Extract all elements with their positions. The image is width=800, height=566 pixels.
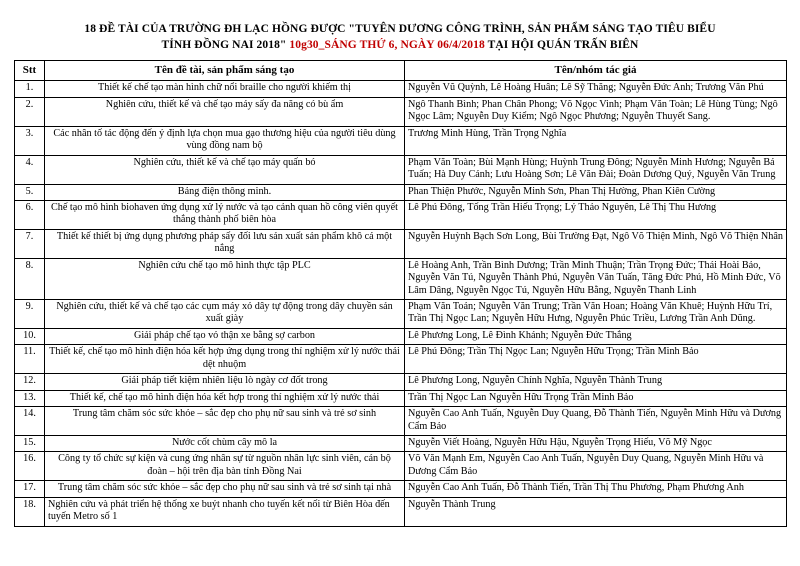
row-index-cell: 7. — [15, 229, 45, 258]
document-title-line-2-prefix: TỈNH ĐỒNG NAI 2018" — [161, 38, 290, 51]
row-title-cell: Trung tâm chăm sóc sức khỏe – sắc đẹp cho phụ nữ sau sinh và trẻ sơ sinh tại nhà — [45, 481, 405, 497]
row-title-cell: Thiết kế, chế tạo mô hình điện hóa kết hợp ứng dụng trong thí nghiệm xử lý nước thải dệt nhuộm — [45, 345, 405, 374]
row-authors-cell: Nguyễn Huỳnh Bạch Sơn Long, Bùi Trường Đạt, Ngô Võ Thiện Minh, Ngô Võ Thiện Nhân — [405, 229, 787, 258]
table-row — [15, 481, 787, 497]
row-title-cell: Thiết kế, chế tạo mô hình điện hóa kết hợp trong thí nghiệm xử lý nước thải — [45, 390, 405, 406]
row-title-cell: Thiết kế thiết bị ứng dụng phương pháp sấy đối lưu sản xuất sản phẩm khô cá một nắng — [45, 229, 405, 258]
row-authors-cell: Phạm Văn Toàn; Bùi Mạnh Hùng; Huỳnh Trung Đông; Nguyễn Minh Hương; Nguyễn Bá Tuấn; Hà Duy Cánh; Lưu Hoàng Sơn; Lê Văn Đài; Đoàn Dương Quý, Nguyễn Văn Trung — [405, 155, 787, 184]
row-authors-cell: Lê Phú Đông; Trần Thị Ngọc Lan; Nguyễn Hữu Trọng; Trần Minh Bảo — [405, 345, 787, 374]
column-header-title: Tên đề tài, sản phẩm sáng tạo — [45, 61, 405, 81]
row-index-cell: 17. — [15, 481, 45, 497]
table-row — [15, 452, 787, 481]
row-authors-cell: Trần Thị Ngọc Lan Nguyễn Hữu Trọng Trần Minh Bảo — [405, 390, 787, 406]
row-authors-cell: Nguyễn Cao Anh Tuấn, Đỗ Thành Tiến, Trần Thị Thu Phương, Phạm Phương Anh — [405, 481, 787, 497]
table-row — [15, 184, 787, 200]
row-title-cell: Giải pháp tiết kiệm nhiên liệu lò ngày cơ đốt trong — [45, 374, 405, 390]
row-title-cell: Trung tâm chăm sóc sức khỏe – sắc đẹp cho phụ nữ sau sinh và trẻ sơ sinh — [45, 407, 405, 436]
row-title-cell: Chế tạo mô hình biohaven ứng dụng xử lý nước và tạo cảnh quan hồ công viên quyết thắng thành phố biên hòa — [45, 200, 405, 229]
row-authors-cell: Nguyễn Vũ Quỳnh, Lê Hoàng Huân; Lê Sỹ Thăng; Nguyễn Đức Anh; Trương Văn Phú — [405, 81, 787, 97]
row-index-cell: 13. — [15, 390, 45, 406]
table-row — [15, 300, 787, 329]
row-index-cell: 5. — [15, 184, 45, 200]
document-title-line-2-suffix: TẠI HỘI QUÁN TRẤN BIÊN — [484, 38, 639, 51]
row-index-cell: 15. — [15, 435, 45, 451]
row-authors-cell: Nguyễn Thành Trung — [405, 497, 787, 526]
row-title-cell: Nghiên cứu và phát triển hệ thống xe buýt nhanh cho tuyến kết nối từ Biên Hòa đến tuyến Metro số 1 — [45, 497, 405, 526]
table-row — [15, 407, 787, 436]
table-row — [15, 126, 787, 155]
table-row — [15, 374, 787, 390]
row-index-cell: 18. — [15, 497, 45, 526]
row-authors-cell: Nguyễn Cao Anh Tuấn, Nguyễn Duy Quang, Đỗ Thành Tiến, Nguyễn Minh Hữu và Dương Cẩm Bảo — [405, 407, 787, 436]
table-header-row — [15, 61, 787, 81]
row-title-cell: Nghiên cứu, thiết kế và chế tạo các cụm máy xỏ dây tự động trong dây chuyền sản xuất giày — [45, 300, 405, 329]
row-title-cell: Nghiên cứu chế tạo mô hình thực tập PLC — [45, 258, 405, 299]
row-authors-cell: Lê Hoàng Anh, Trần Bình Dương; Trần Minh Thuận; Trần Trọng Đức; Thái Hoài Bảo, Nguyễn Văn Tú, Nguyễn Thành Phú, Nguyễn Văn Tuấn, Tăng Đức Phú, Hồ Minh Đức, Võ Lâm Dâng, Nguyễn Ngọc Tú, Nguyễn Hữu Bằng, Nguyễn Thanh Linh — [405, 258, 787, 299]
table-row — [15, 155, 787, 184]
table-row — [15, 229, 787, 258]
row-index-cell: 14. — [15, 407, 45, 436]
column-header-stt: Stt — [15, 61, 45, 81]
table-row — [15, 390, 787, 406]
row-authors-cell: Võ Văn Mạnh Em, Nguyễn Cao Anh Tuấn, Nguyễn Duy Quang, Nguyễn Minh Hữu và Dương Cẩm Bảo — [405, 452, 787, 481]
row-index-cell: 12. — [15, 374, 45, 390]
row-title-cell: Các nhân tố tác động đến ý định lựa chọn mua gạo thương hiệu của người tiêu dùng vùng đồng nam bộ — [45, 126, 405, 155]
row-authors-cell: Lê Phú Đông, Tống Trần Hiếu Trọng; Lý Thảo Nguyên, Lê Thị Thu Hương — [405, 200, 787, 229]
table-row — [15, 81, 787, 97]
row-title-cell: Nghiên cứu, thiết kế và chế tạo máy sấy đa năng có bù ẩm — [45, 97, 405, 126]
row-title-cell: Nghiên cứu, thiết kế và chế tạo máy quấn bó — [45, 155, 405, 184]
row-authors-cell: Ngô Thanh Bình; Phan Chân Phong; Võ Ngọc Vinh; Phạm Văn Toàn; Lê Hùng Tùng; Ngô Ngọc Lâm; Nguyễn Duy Kiểm; Ngô Ngọc Phương; Nguyễn Thuyết Sang. — [405, 97, 787, 126]
row-index-cell: 8. — [15, 258, 45, 299]
row-index-cell: 9. — [15, 300, 45, 329]
document-title — [14, 22, 786, 53]
table-body — [15, 81, 787, 526]
table-row — [15, 328, 787, 344]
row-index-cell: 10. — [15, 328, 45, 344]
row-index-cell: 2. — [15, 97, 45, 126]
row-index-cell: 3. — [15, 126, 45, 155]
row-authors-cell: Lê Phương Long, Lê Đình Khánh; Nguyễn Đức Thắng — [405, 328, 787, 344]
row-title-cell: Thiết kế chế tạo màn hình chữ nổi braille cho người khiếm thị — [45, 81, 405, 97]
row-index-cell: 16. — [15, 452, 45, 481]
table-row — [15, 200, 787, 229]
row-title-cell: Nước cốt chùm cây mô la — [45, 435, 405, 451]
document-title-line-2 — [14, 38, 786, 54]
row-authors-cell: Lê Phương Long, Nguyễn Chính Nghĩa, Nguyễn Thành Trung — [405, 374, 787, 390]
table-row — [15, 435, 787, 451]
table-row — [15, 497, 787, 526]
row-title-cell: Giải pháp chế tạo vỏ thận xe bằng sợ carbon — [45, 328, 405, 344]
row-authors-cell: Nguyễn Viết Hoàng, Nguyễn Hữu Hậu, Nguyễn Trọng Hiếu, Võ Mỹ Ngọc — [405, 435, 787, 451]
projects-table — [14, 60, 787, 527]
table-row — [15, 345, 787, 374]
row-title-cell: Công ty tổ chức sự kiện và cung ứng nhân sự từ nguồn nhân lực sinh viên, cán bộ đoàn – hội trên địa bàn tỉnh Đồng Nai — [45, 452, 405, 481]
row-title-cell: Bảng điện thông minh. — [45, 184, 405, 200]
table-row — [15, 258, 787, 299]
row-authors-cell: Trương Minh Hùng, Trần Trọng Nghĩa — [405, 126, 787, 155]
row-authors-cell: Phan Thiện Phước, Nguyễn Minh Sơn, Phan Thị Hường, Phan Kiên Cường — [405, 184, 787, 200]
table-row — [15, 97, 787, 126]
row-index-cell: 11. — [15, 345, 45, 374]
row-authors-cell: Phạm Văn Toản; Nguyễn Văn Trung; Trần Văn Hoan; Hoàng Văn Khuê; Huỳnh Hữu Trí, Trần Thị Ngọc Lan; Nguyễn Hữu Hưng, Nguyễn Phúc Triều, Lương Trần Anh Dũng. — [405, 300, 787, 329]
column-header-authors: Tên/nhóm tác giả — [405, 61, 787, 81]
row-index-cell: 6. — [15, 200, 45, 229]
row-index-cell: 1. — [15, 81, 45, 97]
row-index-cell: 4. — [15, 155, 45, 184]
document-title-line-1: 18 ĐỀ TÀI CỦA TRƯỜNG ĐH LẠC HỒNG ĐƯỢC "TUYÊN DƯƠNG CÔNG TRÌNH, SẢN PHẨM SÁNG TẠO TIÊU BIỂU — [84, 23, 716, 35]
document-title-highlight: 10g30_SÁNG THỨ 6, NGÀY 06/4/2018 — [289, 38, 485, 51]
